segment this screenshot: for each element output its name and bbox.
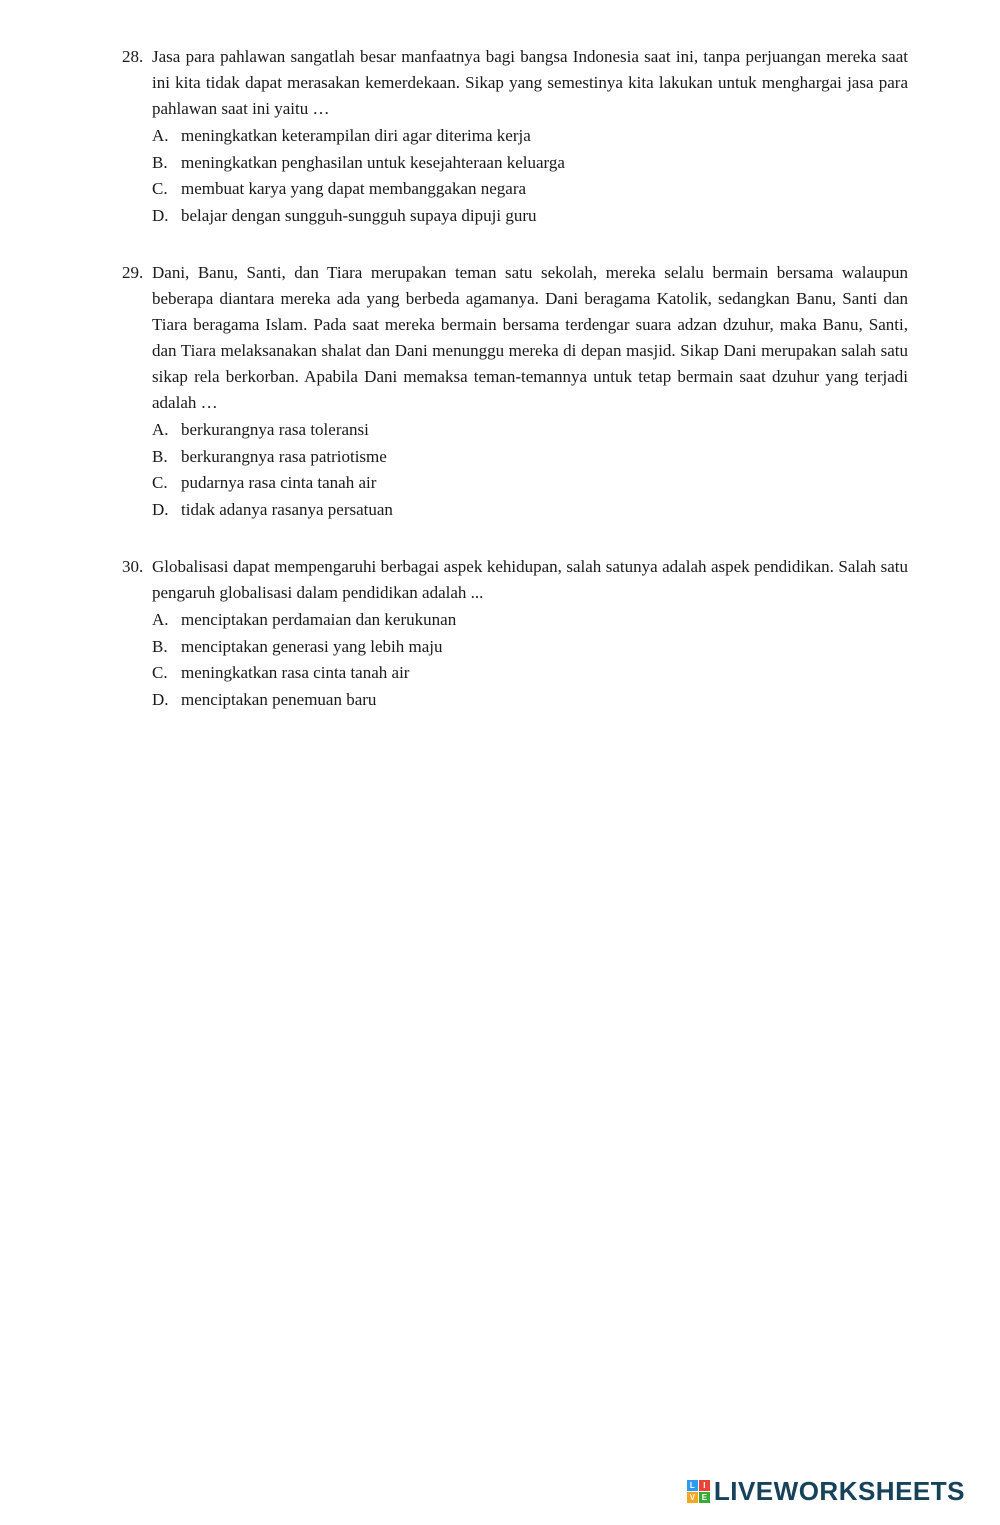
liveworksheets-logo-text: LIVEWORKSHEETS (713, 1476, 965, 1506)
options-list (152, 607, 908, 713)
option-label: A. (152, 126, 169, 145)
question-block (122, 554, 908, 713)
option-label: B. (152, 446, 168, 466)
option-text: berkurangnya rasa patriotisme (181, 446, 387, 466)
option-item (152, 150, 908, 177)
option-label: C. (152, 179, 168, 198)
option-label: A. (152, 610, 169, 629)
question-body (122, 554, 908, 606)
option-text: menciptakan generasi yang lebih maju (181, 636, 443, 656)
option-text: meningkatkan keterampilan diri agar diterima kerja (181, 126, 531, 145)
option-item (152, 417, 908, 444)
questions (122, 44, 908, 713)
logo-square-i: I (699, 1480, 710, 1491)
question-block (122, 260, 908, 523)
logo-square-v: V (687, 1492, 698, 1503)
option-item (152, 634, 908, 661)
option-item (152, 660, 908, 687)
question-block (122, 44, 908, 229)
option-item (152, 607, 908, 634)
option-text: berkurangnya rasa toleransi (181, 420, 369, 439)
logo-square-e: E (699, 1492, 710, 1503)
option-item (152, 123, 908, 150)
question-text: Globalisasi dapat mempengaruhi berbagai aspek kehidupan, salah satunya adalah aspek pendidikan. Salah satu pengaruh globalisasi dalam pendidikan adalah ... (152, 557, 908, 602)
option-label: C. (152, 473, 168, 492)
option-text: pudarnya rasa cinta tanah air (181, 473, 377, 492)
option-item (152, 444, 908, 471)
question-text: Jasa para pahlawan sangatlah besar manfaatnya bagi bangsa Indonesia saat ini, tanpa perjuangan mereka saat ini kita tidak dapat merasakan kemerdekaan. Sikap yang semestinya kita lakukan untuk menghargai jasa para pahlawan saat ini yaitu … (152, 47, 908, 118)
option-label: A. (152, 420, 169, 439)
question-number: 28. (122, 47, 144, 66)
option-item (152, 497, 908, 524)
option-item (152, 203, 908, 230)
option-item (152, 687, 908, 714)
question-number: 29. (122, 263, 144, 282)
liveworksheets-logo[interactable] (687, 1476, 965, 1507)
option-label: B. (152, 152, 168, 172)
option-text: meningkatkan penghasilan untuk kesejahteraan keluarga (181, 152, 565, 172)
option-label: D. (152, 689, 169, 709)
option-text: membuat karya yang dapat membanggakan negara (181, 179, 527, 198)
option-text: menciptakan perdamaian dan kerukunan (181, 610, 457, 629)
option-label: C. (152, 663, 168, 682)
option-text: tidak adanya rasanya persatuan (181, 499, 393, 519)
option-label: D. (152, 205, 169, 225)
options-list (152, 417, 908, 523)
option-text: menciptakan penemuan baru (181, 689, 377, 709)
question-number: 30. (122, 557, 144, 576)
option-label: B. (152, 636, 168, 656)
option-item (152, 176, 908, 203)
options-list (152, 123, 908, 229)
question-text: Dani, Banu, Santi, dan Tiara merupakan teman satu sekolah, mereka selalu bermain bersama walaupun beberapa diantara mereka ada yang berbeda agamanya. Dani beragama Katolik, sedangkan Banu, Santi dan Tiara beragama Islam. Pada saat mereka bermain bersama terdengar suara adzan dzuhur, maka Banu, Santi, dan Tiara melaksanakan shalat dan Dani menunggu mereka di depan masjid. Sikap Dani merupakan salah satu sikap rela berkorban. Apabila Dani memaksa teman-temannya untuk tetap bermain saat dzuhur yang terjadi adalah … (152, 263, 908, 412)
question-body (122, 260, 908, 416)
option-label: D. (152, 499, 169, 519)
option-text: belajar dengan sungguh-sungguh supaya dipuji guru (181, 205, 537, 225)
question-body (122, 44, 908, 122)
option-text: meningkatkan rasa cinta tanah air (181, 663, 410, 682)
liveworksheets-logo-icon (687, 1480, 710, 1503)
logo-square-l: L (687, 1480, 698, 1491)
option-item (152, 470, 908, 497)
